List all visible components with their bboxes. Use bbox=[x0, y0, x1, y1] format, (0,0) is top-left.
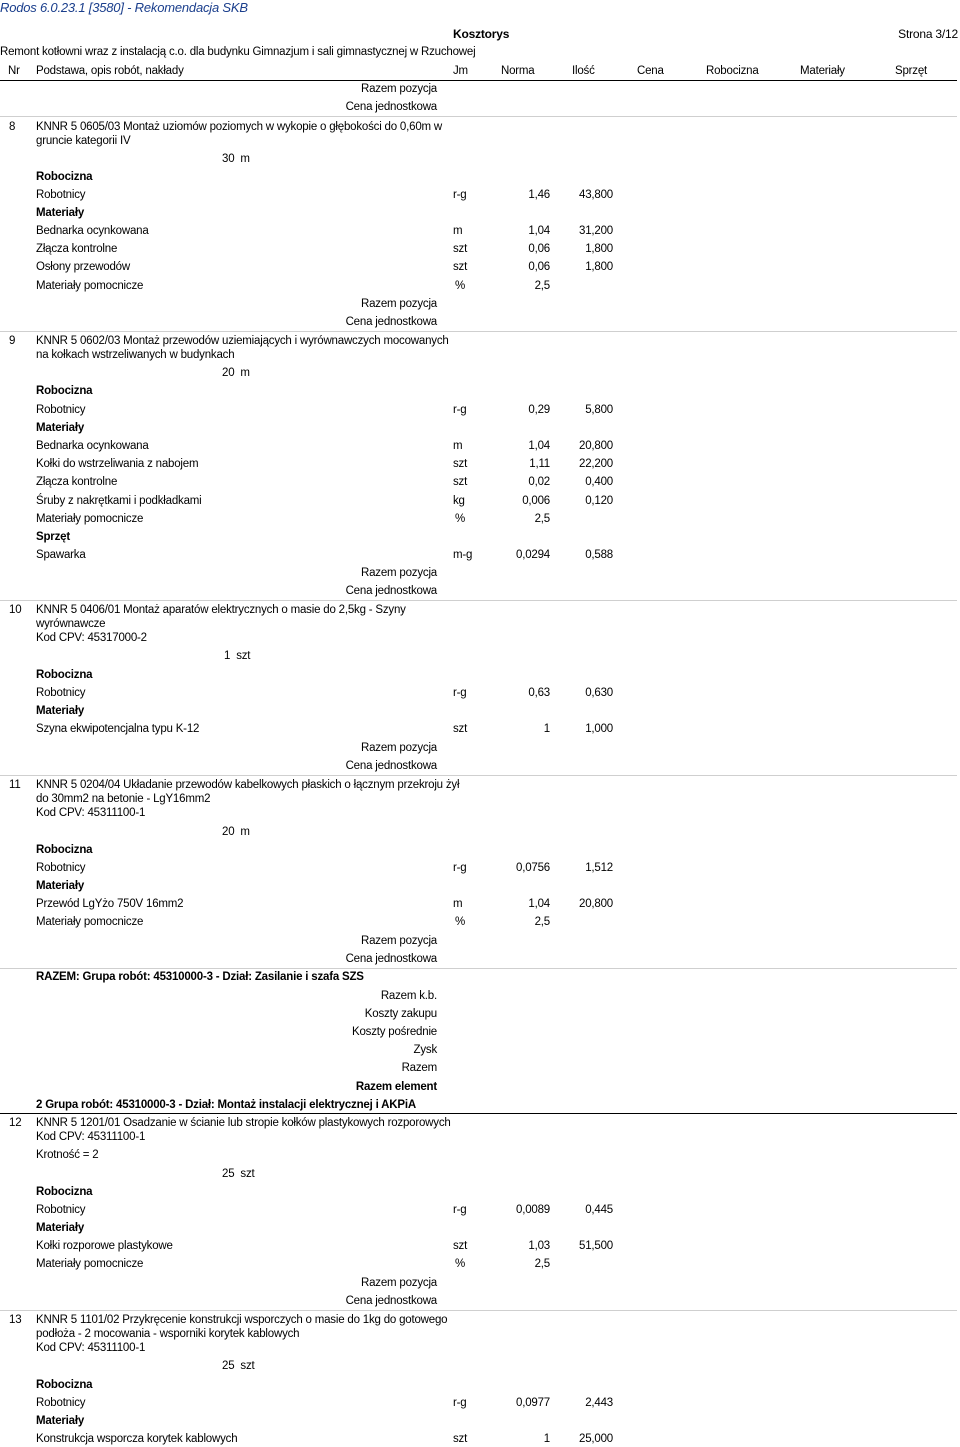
cena-jednostkowa: Cena jednostkowa bbox=[345, 1295, 437, 1307]
item-description: KNNR 5 0605/03 Montaż uziomów poziomych w wykopie o głębokości do 0,60m w bbox=[36, 121, 442, 133]
resource-name: Materiały pomocnicze bbox=[36, 916, 144, 928]
page-number: Strona 3/12 bbox=[898, 27, 958, 41]
item-number: 8 bbox=[9, 121, 16, 133]
razem-pozycja: Razem pozycja bbox=[360, 1277, 437, 1289]
resource-norma: 1,04 bbox=[528, 440, 550, 452]
resource-norma: 0,06 bbox=[528, 243, 550, 255]
cena-jednostkowa: Cena jednostkowa bbox=[345, 316, 437, 328]
resource-ilosc: 20,800 bbox=[579, 898, 613, 910]
item-quantity: 20 m bbox=[222, 367, 250, 379]
resource-norma: 0,06 bbox=[528, 261, 550, 273]
section-robocizna: Robocizna bbox=[36, 844, 93, 856]
resource-norma: 1,11 bbox=[529, 458, 550, 470]
resource-name: Śruby z nakrętkami i podkładkami bbox=[36, 495, 202, 507]
resource-norma: 0,0756 bbox=[516, 862, 550, 874]
summary-title: RAZEM: Grupa robót: 45310000-3 - Dział: Zasilanie i szafa SZS bbox=[36, 971, 364, 983]
resource-name: Materiały pomocnicze bbox=[36, 513, 144, 525]
col-robocizna: Robocizna bbox=[706, 65, 759, 77]
resource-name: Osłony przewodów bbox=[36, 261, 130, 273]
resource-norma: 2,5 bbox=[534, 280, 550, 292]
resource-jm: szt bbox=[453, 723, 468, 735]
resource-name: Robotnicy bbox=[36, 687, 86, 699]
resource-name: Robotnicy bbox=[36, 404, 86, 416]
resource-jm: r-g bbox=[453, 1204, 467, 1216]
resource-ilosc: 22,200 bbox=[579, 458, 613, 470]
resource-ilosc: 31,200 bbox=[579, 225, 613, 237]
razem-pozycja: Razem pozycja bbox=[360, 935, 437, 947]
resource-ilosc: 25,000 bbox=[579, 1433, 613, 1445]
section-robocizna: Robocizna bbox=[36, 1379, 93, 1391]
resource-ilosc: 1,800 bbox=[585, 261, 613, 273]
resource-norma: 1,04 bbox=[528, 898, 550, 910]
resource-ilosc: 1,512 bbox=[585, 862, 613, 874]
resource-ilosc: 1,800 bbox=[585, 243, 613, 255]
resource-name: Robotnicy bbox=[36, 862, 86, 874]
resource-name: Bednarka ocynkowana bbox=[36, 440, 149, 452]
item-krotnosc: Krotność = 2 bbox=[36, 1149, 99, 1161]
section-materialy: Materiały bbox=[36, 1222, 85, 1234]
resource-jm: szt bbox=[453, 458, 468, 470]
resource-name: Robotnicy bbox=[36, 189, 86, 201]
item-number: 11 bbox=[9, 779, 21, 791]
resource-jm: kg bbox=[453, 495, 465, 507]
section-robocizna: Robocizna bbox=[36, 1186, 93, 1198]
cena-jednostkowa: Cena jednostkowa bbox=[345, 101, 437, 113]
resource-name: Kołki rozporowe plastykowe bbox=[36, 1240, 173, 1252]
item-quantity: 25 szt bbox=[222, 1168, 255, 1180]
row-divider bbox=[0, 600, 957, 601]
item-description: na kołkach wstrzeliwanych w budynkach bbox=[36, 349, 235, 361]
doc-title: Kosztorys bbox=[453, 27, 510, 41]
row-divider bbox=[0, 968, 957, 969]
section-title: 2 Grupa robót: 45310000-3 - Dział: Montaż instalacji elektrycznej i AKPiA bbox=[36, 1099, 416, 1111]
razem-pozycja: Razem pozycja bbox=[360, 742, 437, 754]
col-materialy: Materiały bbox=[800, 65, 845, 77]
col-description: Podstawa, opis robót, nakłady bbox=[36, 65, 184, 77]
razem-pozycja: Razem pozycja bbox=[360, 298, 437, 310]
document-subtitle: Remont kotłowni wraz z instalacją c.o. dla budynku Gimnazjum i sali gimnastycznej w Rzuchowej bbox=[0, 46, 476, 58]
header-divider bbox=[0, 80, 957, 81]
resource-norma: 2,5 bbox=[534, 513, 550, 525]
razem-pozycja: Razem pozycja bbox=[360, 83, 437, 95]
item-number: 13 bbox=[9, 1314, 22, 1326]
resource-norma: 0,0294 bbox=[516, 549, 550, 561]
item-description: podłoża - 2 mocowania - wsporniki korytek kablowych bbox=[36, 1328, 300, 1340]
item-quantity: 20 m bbox=[222, 826, 250, 838]
col-norma: Norma bbox=[501, 65, 535, 77]
section-materialy: Materiały bbox=[36, 705, 85, 717]
item-description: do 30mm2 na betonie - LgY16mm2 bbox=[36, 793, 211, 805]
resource-ilosc: 2,443 bbox=[585, 1397, 613, 1409]
resource-jm: szt bbox=[453, 243, 468, 255]
resource-name: Złącza kontrolne bbox=[36, 243, 118, 255]
row-divider bbox=[0, 775, 957, 776]
row-divider bbox=[0, 116, 957, 117]
col-ilosc: Ilość bbox=[572, 65, 595, 77]
resource-ilosc: 20,800 bbox=[579, 440, 613, 452]
item-description: gruncie kategorii IV bbox=[36, 135, 131, 147]
resource-norma: 1 bbox=[543, 723, 550, 735]
item-number: 9 bbox=[9, 335, 16, 347]
section-materialy: Materiały bbox=[36, 207, 85, 219]
section-materialy: Materiały bbox=[36, 1415, 85, 1427]
resource-jm: r-g bbox=[453, 404, 467, 416]
resource-ilosc: 0,445 bbox=[585, 1204, 613, 1216]
item-number: 10 bbox=[9, 604, 22, 616]
resource-name: Złącza kontrolne bbox=[36, 476, 118, 488]
cena-jednostkowa: Cena jednostkowa bbox=[345, 760, 437, 772]
row-divider bbox=[0, 331, 957, 332]
item-quantity: 25 szt bbox=[222, 1360, 255, 1372]
row-divider bbox=[0, 1310, 957, 1311]
cena-jednostkowa: Cena jednostkowa bbox=[345, 585, 437, 597]
resource-name: Spawarka bbox=[36, 549, 86, 561]
resource-ilosc: 0,400 bbox=[585, 476, 613, 488]
col-sprzet: Sprzęt bbox=[895, 65, 928, 77]
item-description: KNNR 5 0204/04 Układanie przewodów kabelkowych płaskich o łącznym przekroju żył bbox=[36, 779, 460, 791]
resource-jm: szt bbox=[453, 1433, 468, 1445]
resource-name: Szyna ekwipotencjalna typu K-12 bbox=[36, 723, 200, 735]
razem-kb: Razem k.b. bbox=[380, 990, 437, 1002]
resource-ilosc: 5,800 bbox=[585, 404, 613, 416]
resource-jm: m-g bbox=[453, 549, 473, 561]
app-title: Rodos 6.0.23.1 [3580] - Rekomendacja SKB bbox=[0, 0, 248, 15]
koszty-zakupu: Koszty zakupu bbox=[364, 1008, 437, 1020]
resource-jm: % bbox=[455, 280, 466, 292]
resource-name: Materiały pomocnicze bbox=[36, 280, 144, 292]
resource-jm: m bbox=[453, 898, 463, 910]
resource-norma: 0,29 bbox=[528, 404, 550, 416]
item-quantity: 1 szt bbox=[224, 650, 251, 662]
section-materialy: Materiały bbox=[36, 880, 85, 892]
item-description: KNNR 5 1201/01 Osadzanie w ścianie lub stropie kołków plastykowych rozporowych bbox=[36, 1117, 451, 1129]
razem: Razem bbox=[401, 1062, 437, 1074]
item-cpv: Kod CPV: 45311100-1 bbox=[36, 1342, 146, 1354]
koszty-posrednie: Koszty pośrednie bbox=[351, 1026, 437, 1038]
resource-jm: r-g bbox=[453, 1397, 467, 1409]
col-jm: Jm bbox=[453, 65, 468, 77]
resource-jm: m bbox=[453, 225, 463, 237]
section-robocizna: Robocizna bbox=[36, 385, 93, 397]
section-divider bbox=[0, 1113, 957, 1114]
resource-norma: 1,03 bbox=[528, 1240, 550, 1252]
item-quantity: 30 m bbox=[222, 153, 250, 165]
resource-name: Kołki do wstrzeliwania z nabojem bbox=[36, 458, 199, 470]
resource-ilosc: 43,800 bbox=[579, 189, 613, 201]
section-robocizna: Robocizna bbox=[36, 171, 93, 183]
resource-norma: 1 bbox=[543, 1433, 550, 1445]
item-description: wyrównawcze bbox=[36, 618, 106, 630]
razem-pozycja: Razem pozycja bbox=[360, 567, 437, 579]
resource-norma: 0,63 bbox=[528, 687, 550, 699]
item-description: KNNR 5 1101/02 Przykręcenie konstrukcji wsporczych o masie do 1kg do gotowego bbox=[36, 1314, 448, 1326]
resource-norma: 0,006 bbox=[522, 495, 550, 507]
item-number: 12 bbox=[9, 1117, 22, 1129]
zysk: Zysk bbox=[413, 1044, 437, 1056]
resource-jm: szt bbox=[453, 1240, 468, 1252]
resource-ilosc: 0,630 bbox=[585, 687, 613, 699]
resource-norma: 0,0977 bbox=[516, 1397, 550, 1409]
section-materialy: Materiały bbox=[36, 422, 85, 434]
resource-norma: 0,02 bbox=[528, 476, 550, 488]
resource-jm: m bbox=[453, 440, 463, 452]
resource-ilosc: 51,500 bbox=[579, 1240, 613, 1252]
resource-name: Konstrukcja wsporcza korytek kablowych bbox=[36, 1433, 238, 1445]
resource-jm: % bbox=[455, 513, 466, 525]
section-robocizna: Robocizna bbox=[36, 669, 93, 681]
item-description: KNNR 5 0406/01 Montaż aparatów elektrycznych o masie do 2,5kg - Szyny bbox=[36, 604, 406, 616]
cena-jednostkowa: Cena jednostkowa bbox=[345, 953, 437, 965]
resource-norma: 2,5 bbox=[534, 916, 550, 928]
item-cpv: Kod CPV: 45317000-2 bbox=[36, 632, 147, 644]
resource-jm: r-g bbox=[453, 189, 467, 201]
resource-jm: r-g bbox=[453, 862, 467, 874]
item-cpv: Kod CPV: 45311100-1 bbox=[36, 1131, 146, 1143]
resource-jm: szt bbox=[453, 261, 468, 273]
resource-jm: szt bbox=[453, 476, 468, 488]
resource-name: Przewód LgYżo 750V 16mm2 bbox=[36, 898, 184, 910]
resource-ilosc: 0,120 bbox=[585, 495, 613, 507]
resource-jm: % bbox=[455, 916, 466, 928]
item-cpv: Kod CPV: 45311100-1 bbox=[36, 807, 146, 819]
resource-name: Materiały pomocnicze bbox=[36, 1258, 144, 1270]
section-sprzet: Sprzęt bbox=[36, 531, 70, 543]
resource-norma: 0,0089 bbox=[516, 1204, 550, 1216]
resource-jm: r-g bbox=[453, 687, 467, 699]
col-cena: Cena bbox=[637, 65, 664, 77]
item-description: KNNR 5 0602/03 Montaż przewodów uziemiających i wyrównawczych mocowanych bbox=[36, 335, 449, 347]
resource-norma: 1,46 bbox=[528, 189, 550, 201]
resource-ilosc: 0,588 bbox=[585, 549, 613, 561]
resource-ilosc: 1,000 bbox=[585, 723, 613, 735]
col-nr: Nr bbox=[8, 65, 20, 77]
resource-name: Robotnicy bbox=[36, 1397, 86, 1409]
resource-norma: 1,04 bbox=[528, 225, 550, 237]
resource-jm: % bbox=[455, 1258, 466, 1270]
resource-name: Bednarka ocynkowana bbox=[36, 225, 149, 237]
resource-norma: 2,5 bbox=[534, 1258, 550, 1270]
razem-element: Razem element bbox=[355, 1081, 437, 1093]
resource-name: Robotnicy bbox=[36, 1204, 86, 1216]
